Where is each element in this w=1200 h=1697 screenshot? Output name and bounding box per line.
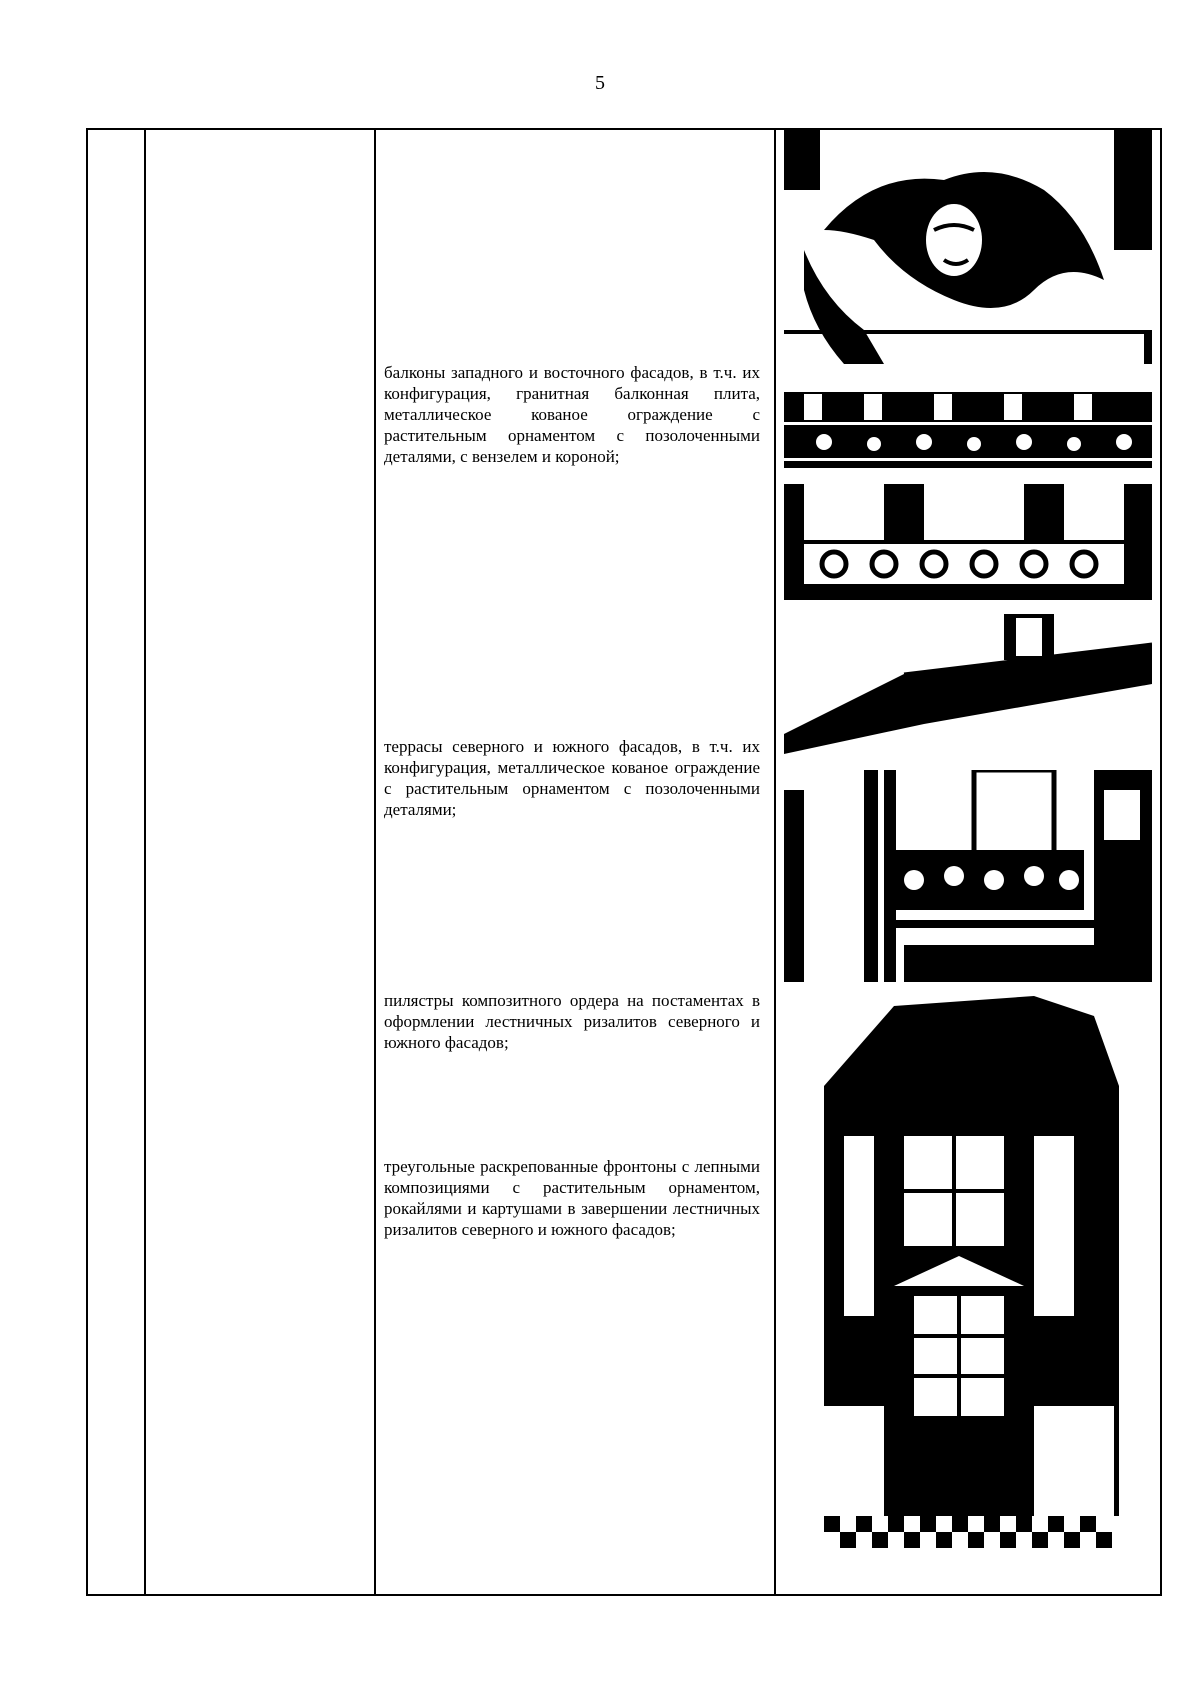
terrace-railing-image-2 <box>784 770 1152 982</box>
terraces-description: террасы северного и южного фасадов, в т.ч. их конфигурация, металлическое кованое ограждение с растительным орнаментом с позолоченными деталями; <box>384 737 760 819</box>
column-divider-1 <box>144 130 146 1594</box>
pediments-description: треугольные раскрепованные фронтоны с лепными композициями с растительным орнаментом, рокайлями и картушами в завершении лестничных ризалитов северного и южного фасадов; <box>384 1157 760 1239</box>
column-divider-2 <box>374 130 376 1594</box>
page-number: 5 <box>595 72 605 94</box>
balconies-description: балконы западного и восточного фасадов, в т.ч. их конфигурация, гранитная балконная плита, металлическое кованое ограждение с растительным орнаментом с позолоченными деталями, с вензелем и короной; <box>384 363 760 466</box>
balcony-railing-image-2 <box>784 484 1152 600</box>
balcony-railing-image-1 <box>784 392 1152 468</box>
terrace-railing-image-1 <box>784 614 1152 754</box>
pilasters-description: пилястры композитного ордера на постаментах в оформлении лестничных ризалитов северного и южного фасадов; <box>384 991 760 1052</box>
sculpted-head-image <box>784 130 1152 364</box>
staircase-risalit-image <box>784 996 1152 1552</box>
column-divider-3 <box>774 130 776 1594</box>
